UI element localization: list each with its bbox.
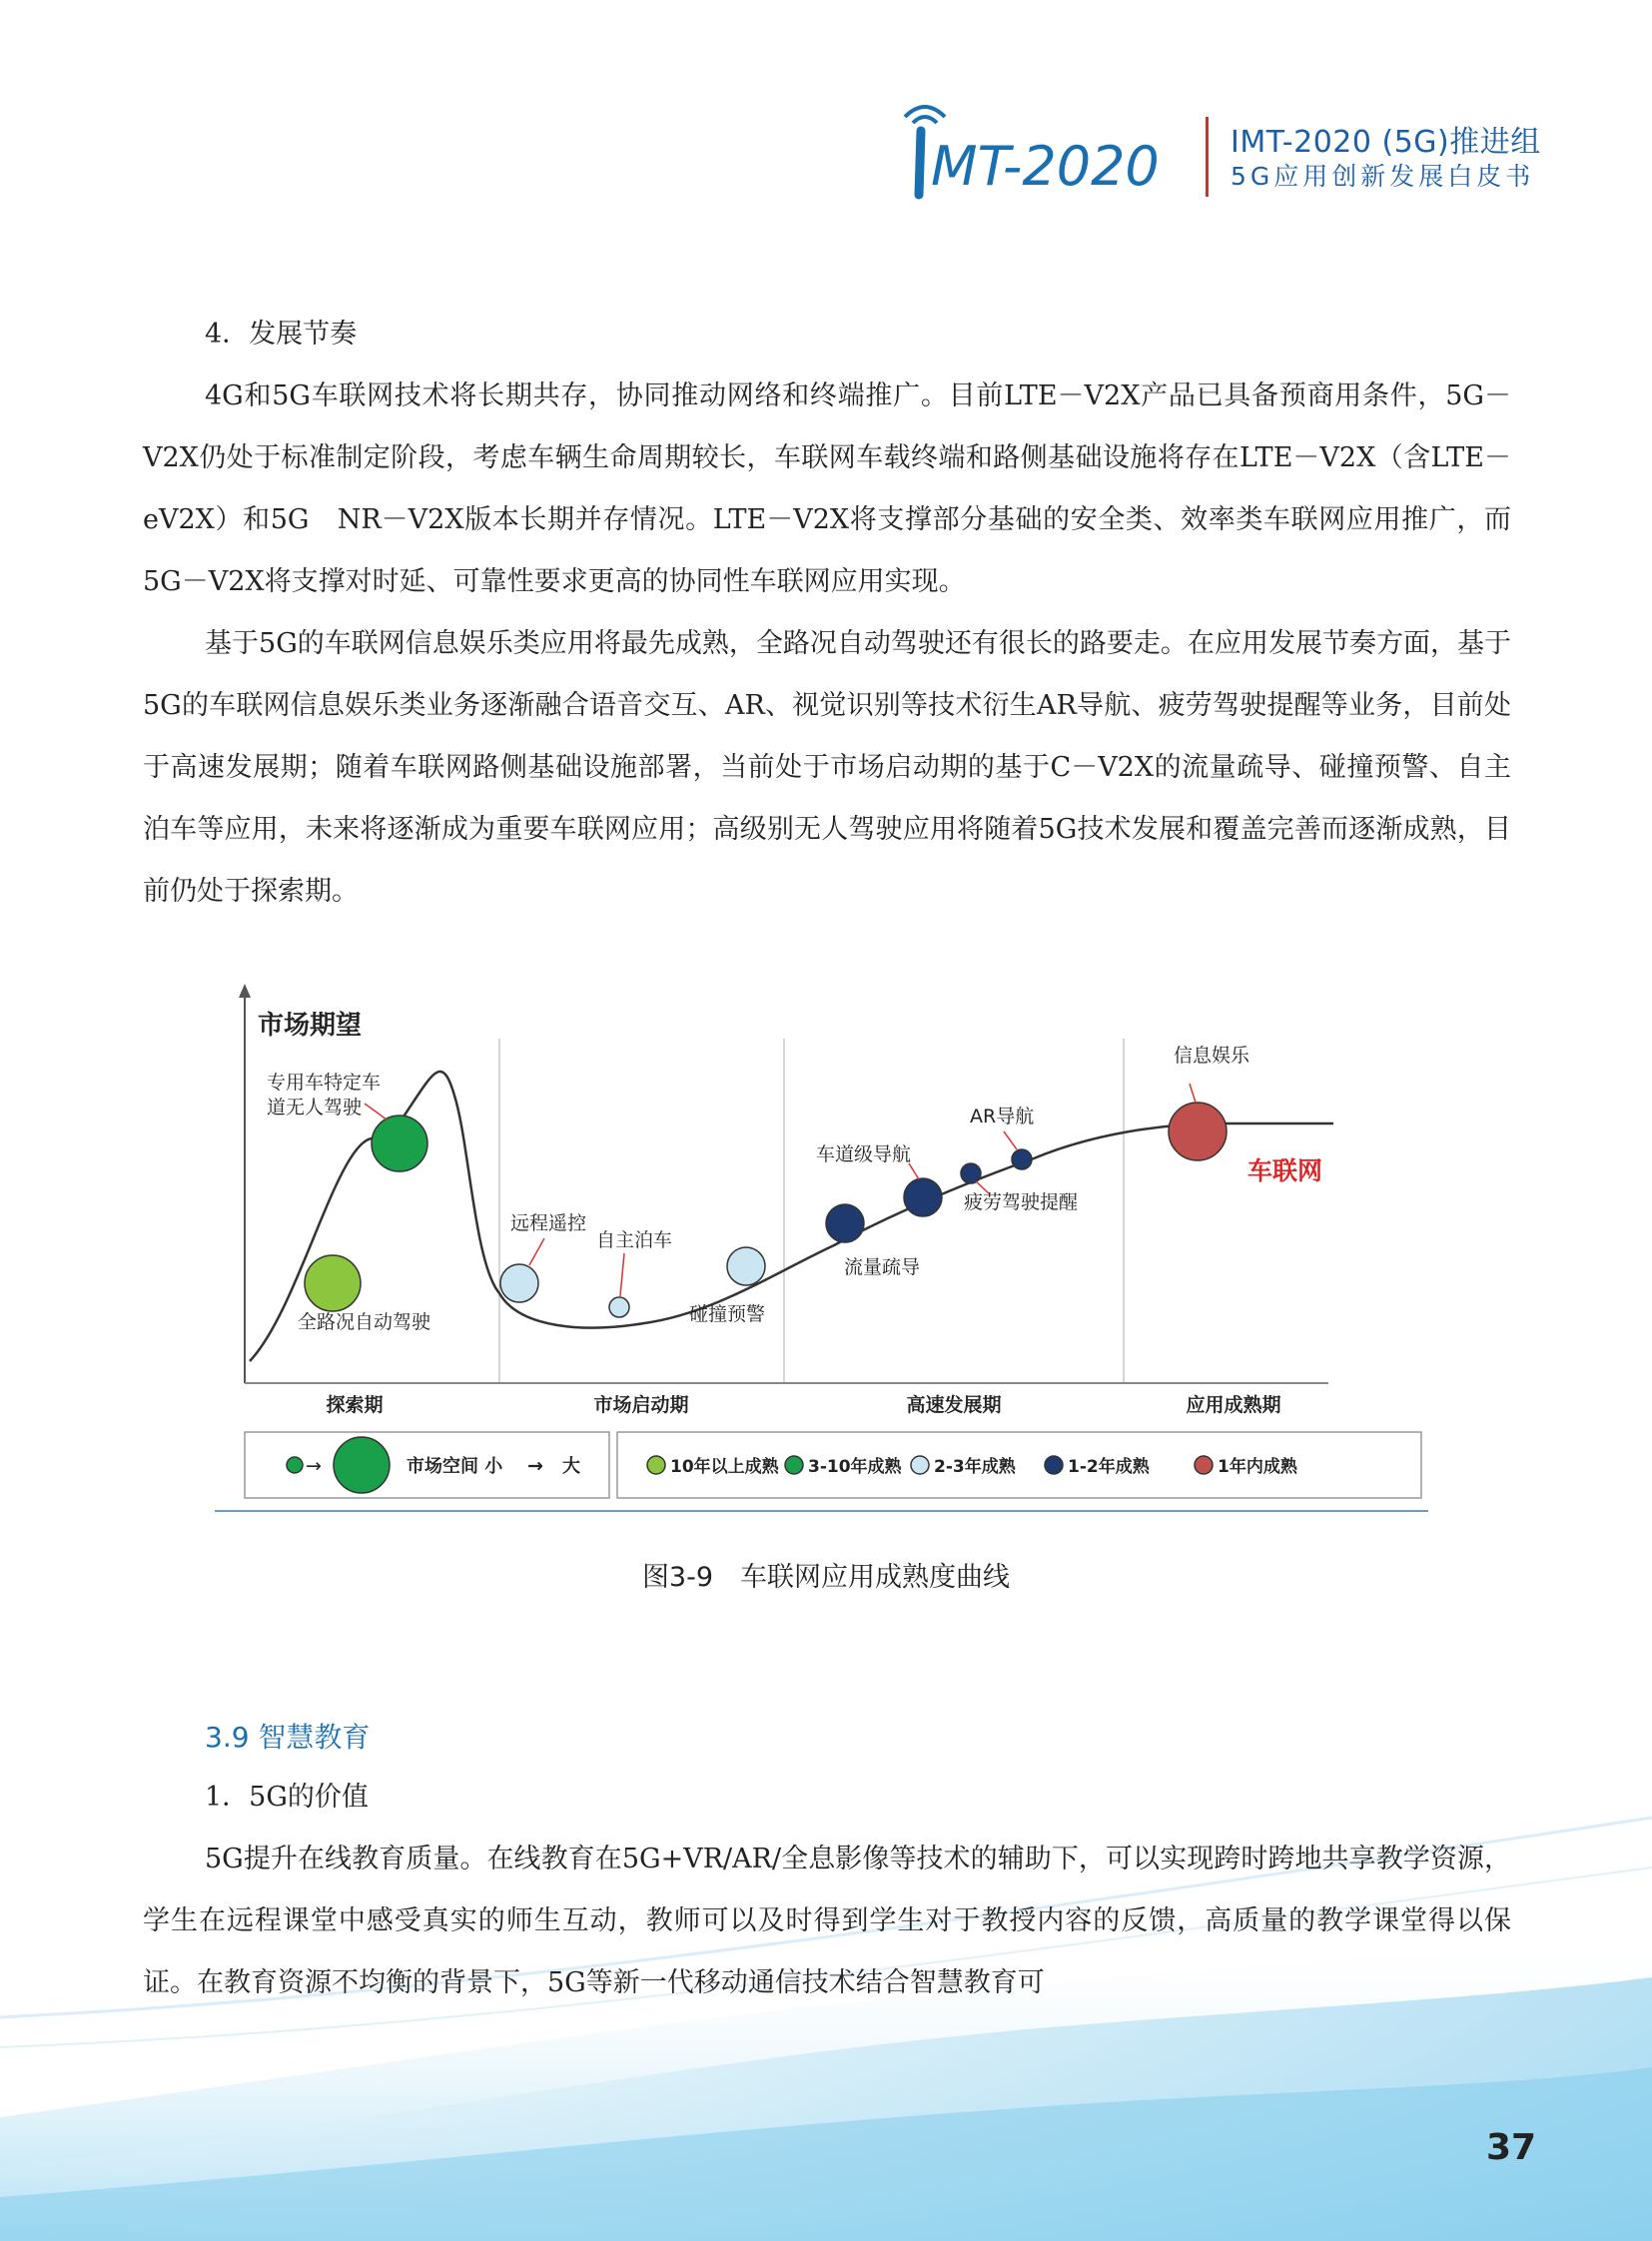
bubble-dedicated-lane-driverless: [372, 1116, 427, 1171]
curve-label: 车联网: [1247, 1156, 1323, 1185]
heading-5g-value: 1．5G的价值: [205, 1782, 369, 1813]
legend-maturity-label: 1年内成熟: [1218, 1457, 1297, 1477]
label-remote-control: 远程遥控: [510, 1212, 587, 1234]
label-autonomous-parking: 自主泊车: [596, 1229, 673, 1251]
bubble-fatigue-alert: [961, 1163, 981, 1183]
legend-maturity-label: 1-2年成熟: [1068, 1457, 1150, 1477]
maturity-curve-figure: [215, 984, 1428, 1513]
legend-maturity-label: 10年以上成熟: [670, 1457, 779, 1477]
paragraph-pace-2: 基于5G的车联网信息娱乐类应用将最先成熟，全路况自动驾驶还有很长的路要走。在应用发展节奏方面，基于5G的车联网信息娱乐类业务逐渐融合语音交互、AR、视觉识别等技术衍生AR导航、疲劳驾驶提醒等业务，目前处于高速发展期；随着车联网路侧基础设施部署，当前处于市场启动期的基于C－V2X的流量疏导、碰撞预警、自主泊车等应用，未来将逐渐成为重要车联网应用；高级别无人驾驶应用将随着5G技术发展和覆盖完善而逐渐成熟，目前仍处于探索期。: [143, 628, 1511, 907]
bubble-ar-navigation: [1012, 1149, 1032, 1169]
legend-maturity-dot: [1045, 1456, 1063, 1474]
label-dedicated-lane-driverless-2: 道无人驾驶: [267, 1097, 363, 1119]
label-dedicated-lane-driverless-1: 专用车特定车: [267, 1072, 382, 1094]
legend-size-large-label: 大: [562, 1456, 580, 1477]
bubble-remote-control: [500, 1264, 538, 1302]
imt2020-logo: [897, 105, 1197, 205]
legend-size-small-label: 市场空间 小: [407, 1456, 503, 1477]
figure-caption: 图3-9 车联网应用成熟度曲线: [641, 1562, 1011, 1593]
legend-small-bubble: [287, 1457, 303, 1473]
legend-size-arrow-1: →: [306, 1455, 322, 1477]
header-title: IMT-2020 (5G)推进组: [1231, 125, 1541, 160]
page-number: 37: [1486, 2127, 1537, 2168]
paragraph-pace-1: 4G和5G车联网技术将长期共存，协同推动网络和终端推广。目前LTE－V2X产品已具备预商用条件，5G－V2X仍处于标准制定阶段，考虑车辆生命周期较长，车联网车载终端和路侧基础设施将存在LTE－V2X（含LTE－eV2X）和5G NR－V2X版本长期并存情况。LTE－V2X将支撑部分基础的安全类、效率类车联网应用推广，而5G－V2X将支撑对时延、可靠性要求更高的协同性车联网应用实现。: [143, 380, 1511, 597]
section-title-smart-education: 3.9 智慧教育: [205, 1721, 371, 1754]
phase-label-market-launch: 市场启动期: [593, 1394, 689, 1416]
legend-maturity-dot: [647, 1456, 665, 1474]
phase-label-rapid-growth: 高速发展期: [906, 1394, 1002, 1416]
bubble-infotainment: [1169, 1103, 1227, 1160]
legend-size-arrow-2: →: [527, 1455, 543, 1477]
legend-maturity-items: [647, 1456, 1298, 1477]
bubble-lane-navigation: [904, 1178, 942, 1216]
y-axis-label: 市场期望: [258, 1011, 363, 1041]
paragraph-education-1: 5G提升在线教育质量。在线教育在5G+VR/AR/全息影像等技术的辅助下，可以实现跨时跨地共享教学资源，学生在远程课堂中感受真实的师生互动，教师可以及时得到学生对于教授内容的反馈，高质量的教学课堂得以保证。在教育资源不均衡的背景下，5G等新一代移动通信技术结合智慧教育可: [143, 1844, 1511, 1998]
legend-large-bubble: [334, 1437, 390, 1493]
header-divider: [1206, 117, 1209, 197]
label-all-condition-autonomous: 全路况自动驾驶: [298, 1311, 431, 1333]
y-axis-arrow: [239, 984, 251, 998]
legend-maturity-label: 2-3年成熟: [934, 1457, 1016, 1477]
bubble-all-condition-autonomous: [305, 1255, 361, 1311]
phase-label-maturity: 应用成熟期: [1186, 1394, 1281, 1416]
label-infotainment: 信息娱乐: [1174, 1045, 1250, 1067]
label-ar-navigation: AR导航: [970, 1106, 1035, 1127]
heading-development-pace: 4．发展节奏: [205, 319, 358, 350]
label-traffic-flow: 流量疏导: [844, 1256, 921, 1278]
legend-maturity-label: 3-10年成熟: [808, 1457, 902, 1477]
page-header: [0, 95, 1652, 205]
phase-label-exploration: 探索期: [326, 1394, 384, 1416]
bubble-collision-warning: [727, 1247, 765, 1285]
label-collision-warning: 碰撞预警: [689, 1303, 766, 1325]
legend-maturity-dot: [785, 1456, 803, 1474]
label-fatigue-alert: 疲劳驾驶提醒: [964, 1191, 1079, 1213]
label-lane-navigation: 车道级导航: [816, 1143, 912, 1165]
svg-text:MT-2020: MT-2020: [931, 135, 1160, 198]
bubble-traffic-flow: [826, 1204, 864, 1242]
legend-maturity-dot: [911, 1456, 929, 1474]
header-subtitle: 5G应用创新发展白皮书: [1231, 162, 1535, 191]
bubble-autonomous-parking: [609, 1297, 629, 1317]
legend-maturity-dot: [1195, 1456, 1213, 1474]
